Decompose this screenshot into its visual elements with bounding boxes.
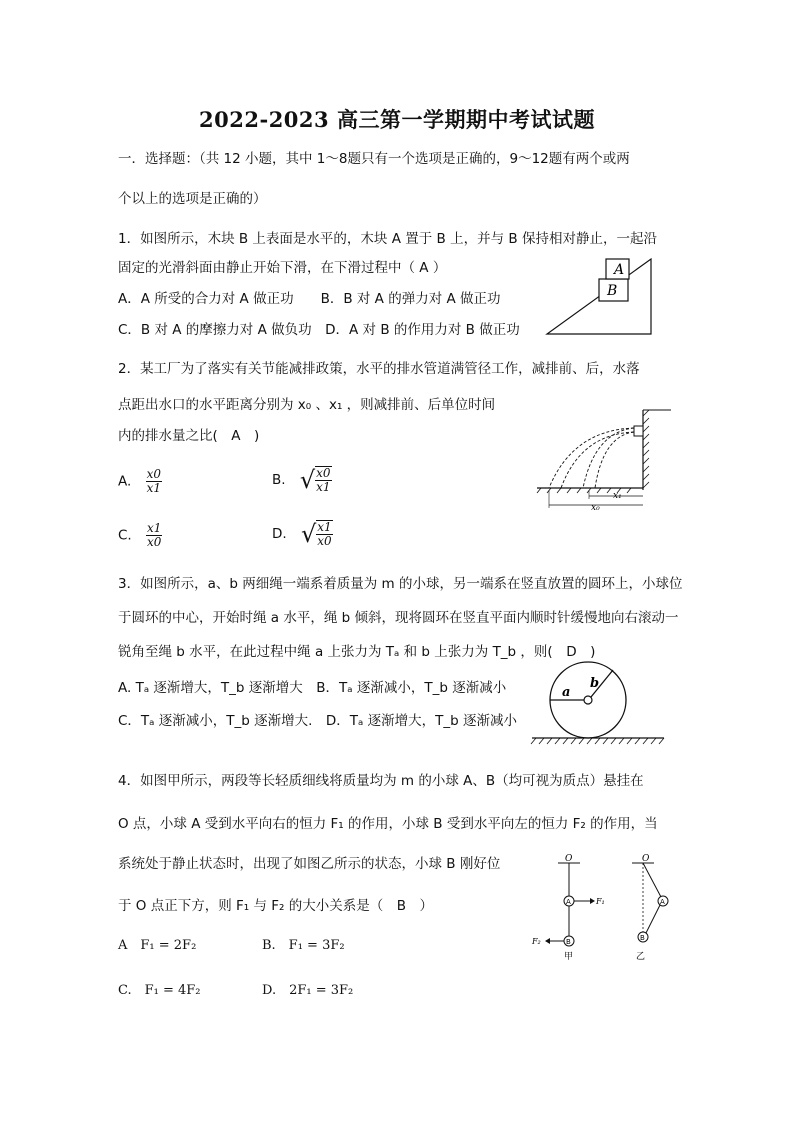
q1-options-cd: C．B 对 A 的摩擦力对 A 做负功 D．A 对 B 的作用力对 B 做正功 bbox=[118, 322, 520, 338]
jia-caption: 甲 bbox=[564, 952, 574, 962]
pipe-outlet bbox=[634, 426, 643, 436]
q2-option-c-fraction bbox=[146, 522, 162, 549]
frac-numerator: x0 bbox=[146, 467, 161, 481]
x1-label: x₁ bbox=[613, 491, 622, 501]
jia-ball-a-label: A bbox=[566, 898, 571, 906]
jia-ball-b-label: B bbox=[566, 938, 571, 946]
q4-option-a: A F₁ = 2F₂ bbox=[118, 938, 197, 953]
q2-option-b bbox=[272, 466, 332, 494]
q2-option-d bbox=[272, 520, 333, 548]
q3-stem-line3: 锐角至绳 b 水平，在此过程中绳 a 上张力为 Tₐ 和 b 上张力为 T_b ，则( D ) bbox=[118, 644, 596, 660]
q4-stem-line2: O 点，小球 A 受到水平向右的恒力 F₁ 的作用，小球 B 受到水平向左的恒力 F₂ 的作用，当 bbox=[118, 816, 658, 832]
q4-pendulum-figure bbox=[528, 852, 678, 962]
q2-option-c-label: C. bbox=[118, 527, 132, 544]
jia-f2-label: F₂ bbox=[532, 937, 541, 946]
ground-hatch bbox=[531, 738, 664, 744]
sqrt-sign: √ bbox=[300, 520, 317, 548]
q3-stem-line1: 3．如图所示，a、b 两细绳一端系着质量为 m 的小球，另一端系在竖直放置的圆环上，小球位 bbox=[118, 576, 683, 592]
q3-options-ab: A. Tₐ 逐渐增大，T_b 逐渐增大 B．Tₐ 逐渐减小，T_b 逐渐减小 bbox=[118, 680, 507, 696]
q1-options-ab: A．A 所受的合力对 A 做正功 B．B 对 A 的弹力对 A 做正功 bbox=[118, 291, 501, 307]
q2-option-a-label: A. bbox=[118, 473, 132, 490]
q2-option-d-label: D. bbox=[272, 526, 287, 542]
q3-options-cd: C．Tₐ 逐渐减小，T_b 逐渐增大. D．Tₐ 逐渐增大，T_b 逐渐减小 bbox=[118, 713, 517, 729]
frac-numerator: x0 bbox=[316, 466, 331, 480]
q4-stem-line1: 4．如图甲所示，两段等长轻质细线将质量均为 m 的小球 A、B（均可视为质点）悬挂在 bbox=[118, 773, 644, 789]
q2-option-b-label: B. bbox=[272, 472, 286, 488]
section-header-line2: 个以上的选项是正确的） bbox=[118, 191, 267, 207]
q2-stem-line2: 点距出水口的水平距离分别为 x₀ 、x₁ ，则减排前、后单位时间 bbox=[118, 397, 496, 413]
block-b-label: B bbox=[607, 283, 618, 299]
q4-option-c: C. F₁ = 4F₂ bbox=[118, 983, 201, 998]
frac-denominator: x0 bbox=[317, 534, 332, 548]
q2-stem-line3: 内的排水量之比( A ) bbox=[118, 428, 260, 444]
jia-f1-label: F₁ bbox=[596, 897, 605, 906]
yi-ball-a-label: A bbox=[660, 898, 665, 906]
q1-stem-line2: 固定的光滑斜面由静止开始下滑，在下滑过程中（ A ） bbox=[118, 260, 447, 276]
q3-stem-line2: 于圆环的中心，开始时绳 a 水平，绳 b 倾斜，现将圆环在竖直平面内顺时针缓慢地向右滚动一 bbox=[118, 610, 679, 626]
yi-o-label: O bbox=[642, 854, 650, 864]
water-trajectories bbox=[549, 428, 634, 488]
q4-stem-line3: 系统处于静止状态时，出现了如图乙所示的状态，小球 B 刚好位 bbox=[118, 856, 501, 872]
q2-option-d-sqrt bbox=[301, 520, 333, 548]
jia-o-label: O bbox=[565, 854, 573, 864]
frac-denominator: x0 bbox=[147, 535, 162, 549]
q2-option-c bbox=[118, 522, 162, 549]
q2-option-a bbox=[118, 468, 162, 495]
q4-option-b: B. F₁ = 3F₂ bbox=[262, 938, 345, 953]
frac-denominator: x1 bbox=[146, 481, 161, 495]
q1-stem-line1: 1．如图所示，木块 B 上表面是水平的，木块 A 置于 B 上，并与 B 保持相对静止，一起沿 bbox=[118, 231, 657, 247]
q2-stem-line1: 2．某工厂为了落实有关节能减排政策，水平的排水管道满管径工作，减排前、后，水落 bbox=[118, 361, 640, 377]
frac-denominator: x1 bbox=[316, 480, 331, 494]
yi-string-oa bbox=[643, 863, 661, 897]
q2-drain-pipe-figure bbox=[533, 408, 675, 512]
q1-incline-figure bbox=[540, 255, 655, 337]
frac-numerator: x1 bbox=[317, 520, 332, 534]
q3-ring-figure bbox=[528, 660, 668, 746]
sqrt-sign: √ bbox=[299, 466, 316, 494]
x0-label: x₀ bbox=[591, 503, 600, 512]
wall-hatch bbox=[643, 410, 649, 488]
ball bbox=[584, 696, 592, 704]
q4-stem-line4: 于 O 点正下方，则 F₁ 与 F₂ 的大小关系是（ B ） bbox=[118, 898, 433, 914]
q2-option-b-sqrt bbox=[300, 466, 332, 494]
q2-option-a-fraction bbox=[146, 468, 162, 495]
yi-ball-b-label: B bbox=[640, 934, 645, 942]
block-a-label: A bbox=[614, 262, 625, 278]
page-title: 2022-2023 高三第一学期期中考试试题 bbox=[199, 107, 595, 132]
section-header-line1: 一．选择题：（共 12 小题，其中 1～8题只有一个选项是正确的，9～12题有两个或两 bbox=[118, 151, 630, 167]
frac-numerator: x1 bbox=[147, 521, 162, 535]
q4-option-d: D. 2F₁ = 3F₂ bbox=[262, 983, 354, 998]
yi-caption: 乙 bbox=[636, 952, 646, 962]
rope-a-label: a bbox=[562, 685, 571, 700]
yi-string-ab bbox=[646, 905, 660, 933]
rope-b-label: b bbox=[590, 676, 600, 691]
